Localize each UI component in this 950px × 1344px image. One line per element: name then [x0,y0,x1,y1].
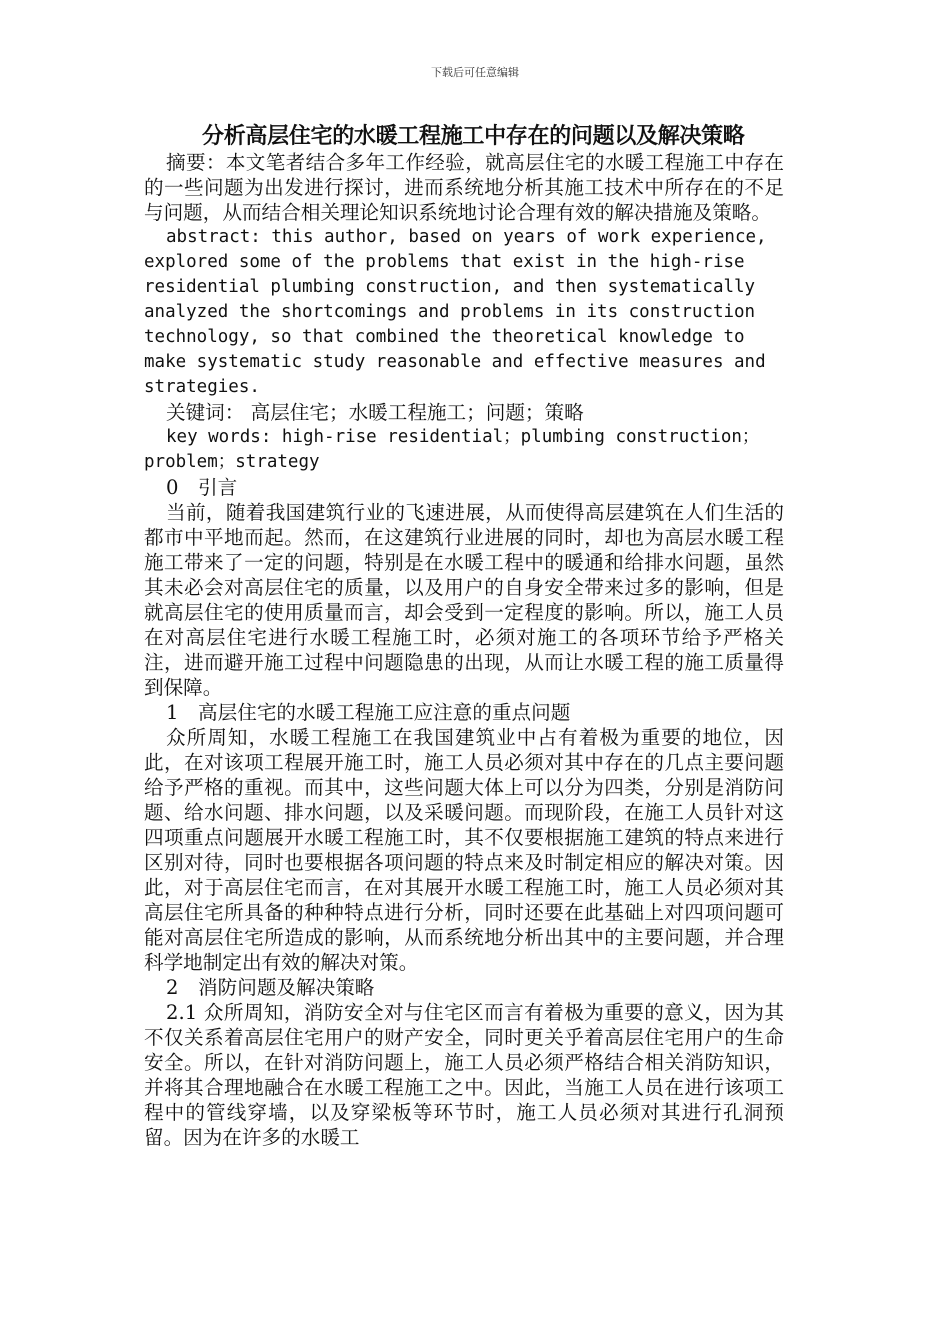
paragraph-fire-protection: 2.1 众所周知，消防安全对与住宅区而言有着极为重要的意义，因为其不仅关系着高层住宅用户的财产安全，同时更关乎着高层住宅用户的生命安全。所以，在针对消防问题上，施工人员必须严格结合相关消防知识，并将其合理地融合在水暖工程施工之中。因此，当施工人员在进行该项工程中的管线穿墙，以及穿梁板等环节时，施工人员必须对其进行孔洞预留。因为在许多的水暖工 [144,1001,784,1149]
section-heading-key-issues: 1 高层住宅的水暖工程施工应注意的重点问题 [166,701,571,724]
section-heading-fire-protection: 2 消防问题及解决策略 [166,976,375,999]
abstract-en: abstract: this author, based on years of work experience, explored some of the problems that exist in the high-rise residential plumbing construction, and then systematically analyzed the shortcomings and problems in its construction technology, so that combined the theoretical knowledge to make systematic study reasonable and effective measures and strategies. [144,227,767,397]
section-heading-introduction: 0 引言 [166,476,238,499]
header-note: 下载后可任意编辑 [431,66,519,79]
abstract-cn: 摘要：本文笔者结合多年工作经验，就高层住宅的水暖工程施工中存在的一些问题为出发进行探讨，进而系统地分析其施工技术中所存在的不足与问题，从而结合相关理论知识系统地讨论合理有效的解决措施及策略。 [144,151,784,224]
paragraph-key-issues: 众所周知，水暖工程施工在我国建筑业中占有着极为重要的地位，因此，在对该项工程展开施工时，施工人员必须对其中存在的几点主要问题给予严格的重视。而其中，这些问题大体上可以分为四类，分别是消防问题、给水问题、排水问题，以及采暖问题。而现阶段，在施工人员针对这四项重点问题展开水暖工程施工时，其不仅要根据施工建筑的特点来进行区别对待，同时也要根据各项问题的特点来及时制定相应的解决对策。因此，对于高层住宅而言，在对其展开水暖工程施工时，施工人员必须对其高层住宅所具备的种种特点进行分析，同时还要在此基础上对四项问题可能对高层住宅所造成的影响，从而系统地分析出其中的主要问题，并合理科学地制定出有效的解决对策。 [144,726,784,974]
paragraph-introduction: 当前，随着我国建筑行业的飞速进展，从而使得高层建筑在人们生活的都市中平地而起。然而，在这建筑行业进展的同时，却也为高层水暖工程施工带来了一定的问题，特别是在水暖工程中的暖通和给排水问题，虽然其未必会对高层住宅的质量，以及用户的自身安全带来过多的影响，但是就高层住宅的使用质量而言，却会受到一定程度的影响。所以，施工人员在对高层住宅进行水暖工程施工时，必须对施工的各项环节给予严格关注，进而避开施工过程中问题隐患的出现，从而让水暖工程的施工质量得到保障。 [144,501,784,699]
keywords-cn: 关键词： 高层住宅；水暖工程施工；问题；策略 [166,401,584,424]
document-title: 分析高层住宅的水暖工程施工中存在的问题以及解决策略 [202,123,745,149]
keywords-en: key words: high-rise residential；plumbing construction；problem；strategy [144,427,760,472]
document-body [144,122,784,1150]
